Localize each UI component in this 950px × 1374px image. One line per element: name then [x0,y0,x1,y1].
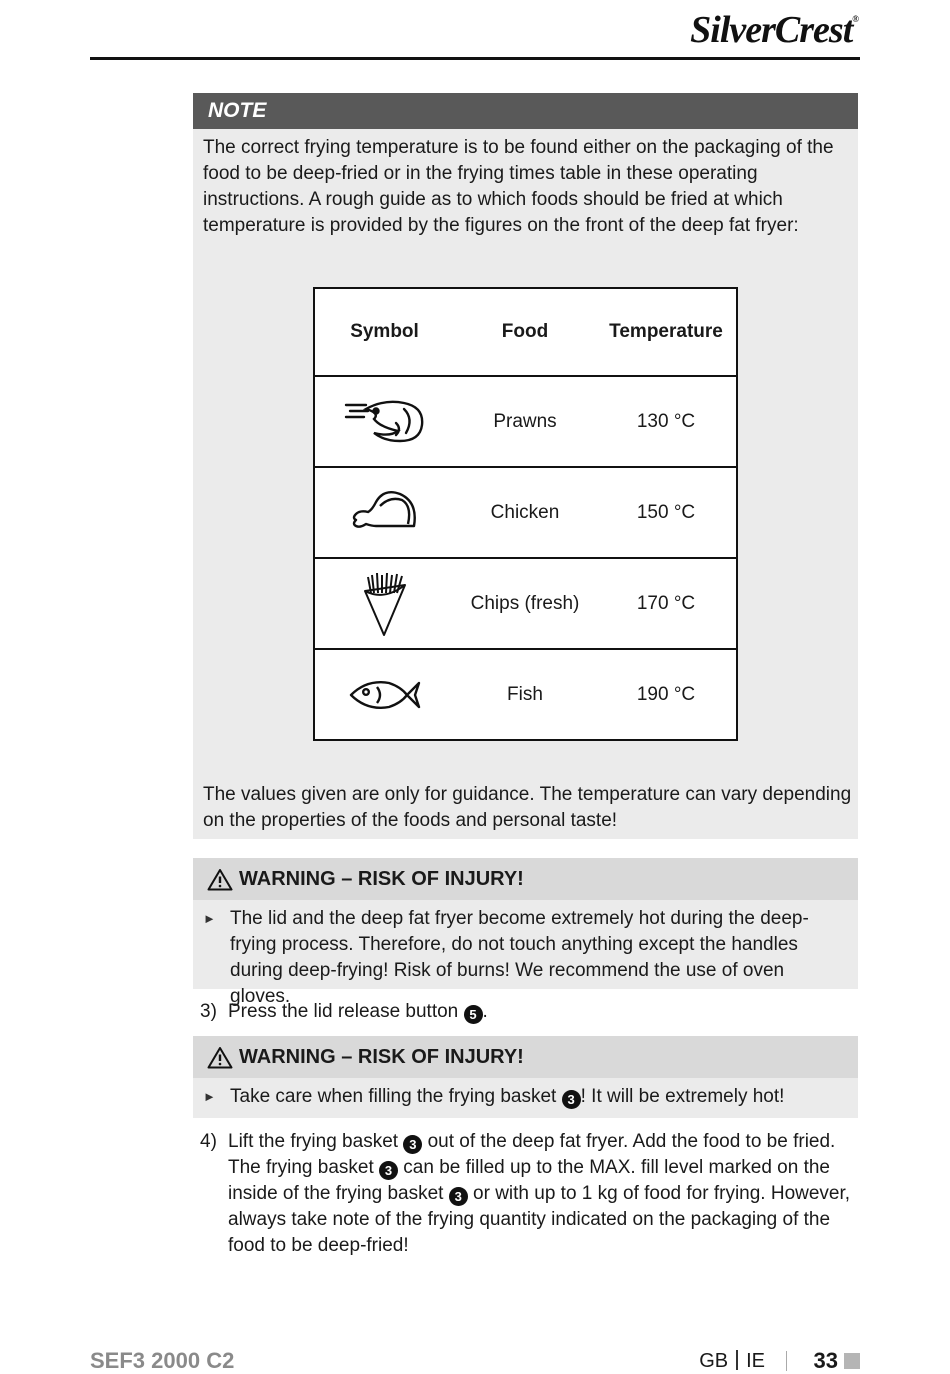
warning-box [193,858,858,1007]
page-marker-square [844,1353,860,1369]
symbol-cell [314,467,454,558]
registered-mark: ® [852,14,858,24]
warning-item [193,900,858,1014]
fish-icon [349,677,421,713]
bullet-arrow-icon: ► [203,1089,216,1104]
part-reference-badge: 5 [464,1005,483,1024]
bullet-arrow-icon: ► [203,911,216,926]
part-reference-badge: 3 [379,1161,398,1180]
page-separator [786,1351,787,1371]
temperature-cell: 150 °C [596,467,737,558]
table-header-row [314,288,737,376]
part-reference-badge: 3 [449,1187,468,1206]
chicken-leg-icon [350,488,420,538]
food-cell: Prawns [454,376,596,467]
note-box [193,93,858,839]
table-row [314,467,737,558]
warning-triangle-icon [207,1046,233,1069]
symbol-cell [314,649,454,740]
page-number: 33 [813,1348,838,1373]
table-header-symbol: Symbol [314,288,454,376]
food-cell: Chips (fresh) [454,558,596,649]
step-text-part: can be filled up to the MAX. fill level marked on the inside of the frying basket [228,1157,830,1204]
step-text-part: . [482,1001,488,1022]
header-rule [90,57,860,60]
chips-icon [362,571,408,637]
step-number: 3) [200,1001,217,1022]
prawn-icon [344,397,426,447]
symbol-cell [314,376,454,467]
part-reference-badge: 3 [403,1135,422,1154]
step-text [228,1129,855,1259]
table-header-food: Food [454,288,596,376]
symbol-cell [314,558,454,649]
page-footer [90,1348,860,1374]
note-footer: The values given are only for guidance. The temperature can vary depending on the properties of the foods and personal taste! [203,784,852,831]
step-4 [200,1129,855,1259]
warning-text [230,1084,784,1110]
food-cell: Chicken [454,467,596,558]
warning-text: The lid and the deep fat fryer become extremely hot during the deep-frying process. Therefore, do not touch anything except the handles during deep-frying! Risk of burns! We recommend the use of oven gloves. [230,908,809,1007]
warning-heading [193,858,858,900]
warning-title: WARNING – RISK OF INJURY! [239,867,524,890]
warning-heading [193,1036,858,1078]
language-code: IE [746,1350,765,1372]
language-codes [699,1350,765,1373]
model-number: SEF3 2000 C2 [90,1348,235,1373]
step-number: 4) [200,1131,217,1152]
temperature-cell: 190 °C [636,683,696,705]
step-text-part: Lift the frying basket [228,1131,404,1152]
step-3 [200,999,855,1025]
warning-text-part: ! It will be extremely hot! [580,1086,785,1107]
brand-logo [690,8,858,52]
warning-text-part: Take care when filling the frying basket [230,1086,562,1107]
food-cell: Fish [507,683,543,705]
temperature-cell: 130 °C [596,376,737,467]
warning-box [193,1036,858,1118]
table-row [314,558,737,649]
temperature-cell: 170 °C [596,558,737,649]
note-intro: The correct frying temperature is to be found either on the packaging of the food to be deep-fried or in the frying times table in these operating instructions. A rough guide as to which foods should be fried at which temperature is provided by the figures on the front of the deep fat fryer: [203,137,834,236]
warning-triangle-icon [207,868,233,891]
part-reference-badge: 3 [562,1090,581,1109]
table-row [314,376,737,467]
step-text-part: out of the deep fat fryer. Add the food to be fried. The frying basket [228,1131,836,1178]
table-row [314,649,737,740]
warning-item [193,1078,858,1114]
brand-name: SilverCrest [690,9,853,51]
step-text-part: Press the lid release button [228,1001,464,1022]
warning-title: WARNING – RISK OF INJURY! [239,1045,524,1068]
step-text [228,999,488,1025]
step-text-part: or with up to 1 kg of food for frying. However, always take note of the frying quantity indicated on the packaging of the food to be deep-fried! [228,1183,851,1256]
language-code: GB [699,1350,729,1372]
table-header-temperature: Temperature [596,288,737,376]
temperature-table [313,287,738,741]
language-separator [736,1350,738,1370]
note-title: NOTE [193,93,858,129]
